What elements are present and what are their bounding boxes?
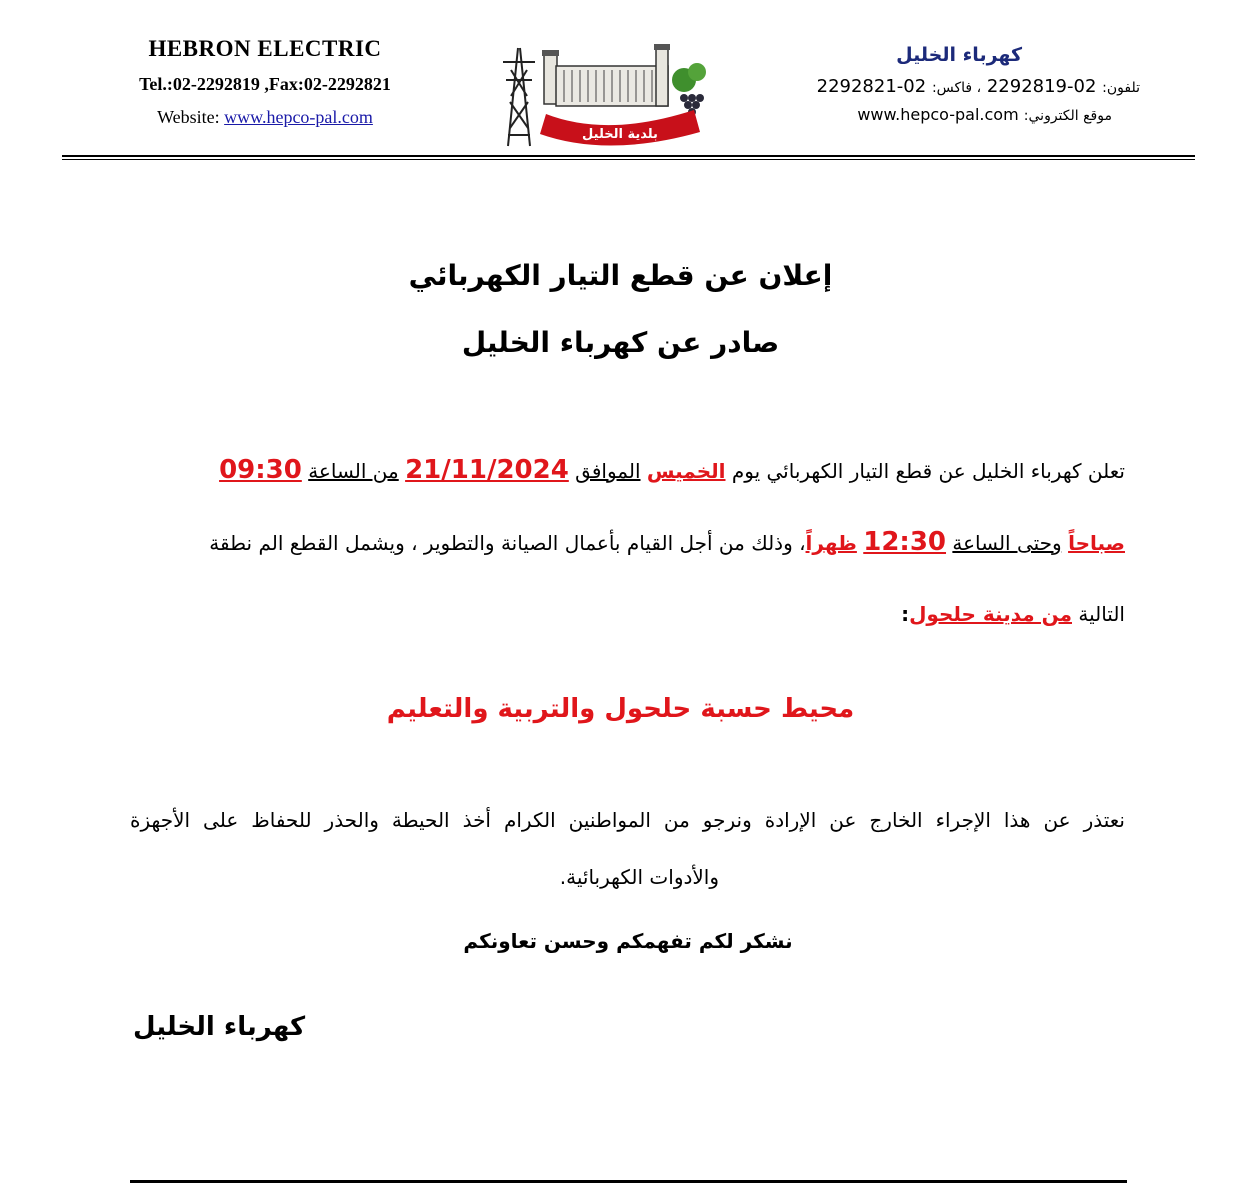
logo-banner-text: بلدية الخليل	[582, 127, 658, 142]
apology-line-2: والأدوات الكهربائية.	[559, 865, 719, 889]
body-text: الموافق	[575, 459, 641, 483]
outage-date: 21/11/2024	[405, 455, 569, 485]
website-line-en	[100, 107, 430, 128]
announcement-title: إعلان عن قطع التيار الكهربائي	[408, 259, 833, 292]
affected-area: محيط حسبة حلحول والتربية والتعليم	[386, 694, 855, 724]
contact-numbers-en: Tel.:02-2292819 ,Fax:02-2292821	[139, 74, 391, 94]
phone-label-ar: تلفون:	[1102, 80, 1140, 96]
outage-end-period: ظهراً	[805, 531, 857, 555]
company-name-ar: كهرباء الخليل	[896, 44, 1022, 66]
website-label-ar: موقع الكتروني:	[1023, 108, 1112, 124]
header-english	[100, 36, 430, 128]
website-label-en: Website:	[157, 107, 220, 127]
body-line-3	[901, 602, 1125, 626]
apology-line-1: نعتذر عن هذا الإجراء الخارج عن الإرادة ونرجو من المواطنين الكرام أخذ الحيطة والحذر للحفاظ على الأجهزة	[130, 808, 1125, 832]
hebron-municipality-logo-icon	[498, 40, 720, 152]
outage-end-time: 12:30	[863, 527, 947, 557]
thanks-note: نشكر لكم تفهمكم وحسن تعاونكم	[463, 929, 793, 953]
body-text: من الساعة	[308, 459, 399, 483]
website-link-ar[interactable]: www.hepco-pal.com	[857, 105, 1019, 124]
contact-numbers-ar	[770, 76, 1140, 97]
body-text: تعلن كهرباء الخليل عن قطع التيار الكهربائي يوم	[731, 459, 1125, 483]
body-colon: :	[901, 602, 910, 626]
phone-number-ar: 02-2292819	[986, 76, 1097, 97]
fax-number-ar: 02-2292821	[816, 76, 927, 97]
body-line-1	[219, 455, 1125, 485]
header-divider-thin	[62, 159, 1195, 160]
fax-label-ar: ، فاكس:	[931, 80, 982, 96]
signature: كهرباء الخليل	[133, 1012, 306, 1042]
outage-day: الخميس	[646, 459, 726, 483]
outage-city: من مدينة حلحول	[909, 602, 1072, 626]
body-text: التالية	[1078, 602, 1125, 626]
body-line-2	[209, 527, 1125, 557]
website-line-ar	[770, 105, 1140, 124]
website-link-en[interactable]: www.hepco-pal.com	[224, 107, 373, 127]
announcement-subtitle: صادر عن كهرباء الخليل	[461, 326, 780, 359]
footer-divider	[130, 1180, 1127, 1183]
body-text: وحتى الساعة	[952, 531, 1062, 555]
outage-start-time: 09:30	[219, 455, 302, 485]
body-text: ، وذلك من أجل القيام بأعمال الصيانة والتطوير ، ويشمل القطع الم نطقة	[209, 531, 806, 555]
company-name-en: HEBRON ELECTRIC	[148, 36, 382, 61]
header-arabic	[770, 44, 1140, 124]
outage-start-period: صباحاً	[1068, 531, 1125, 555]
header-divider	[62, 155, 1195, 157]
